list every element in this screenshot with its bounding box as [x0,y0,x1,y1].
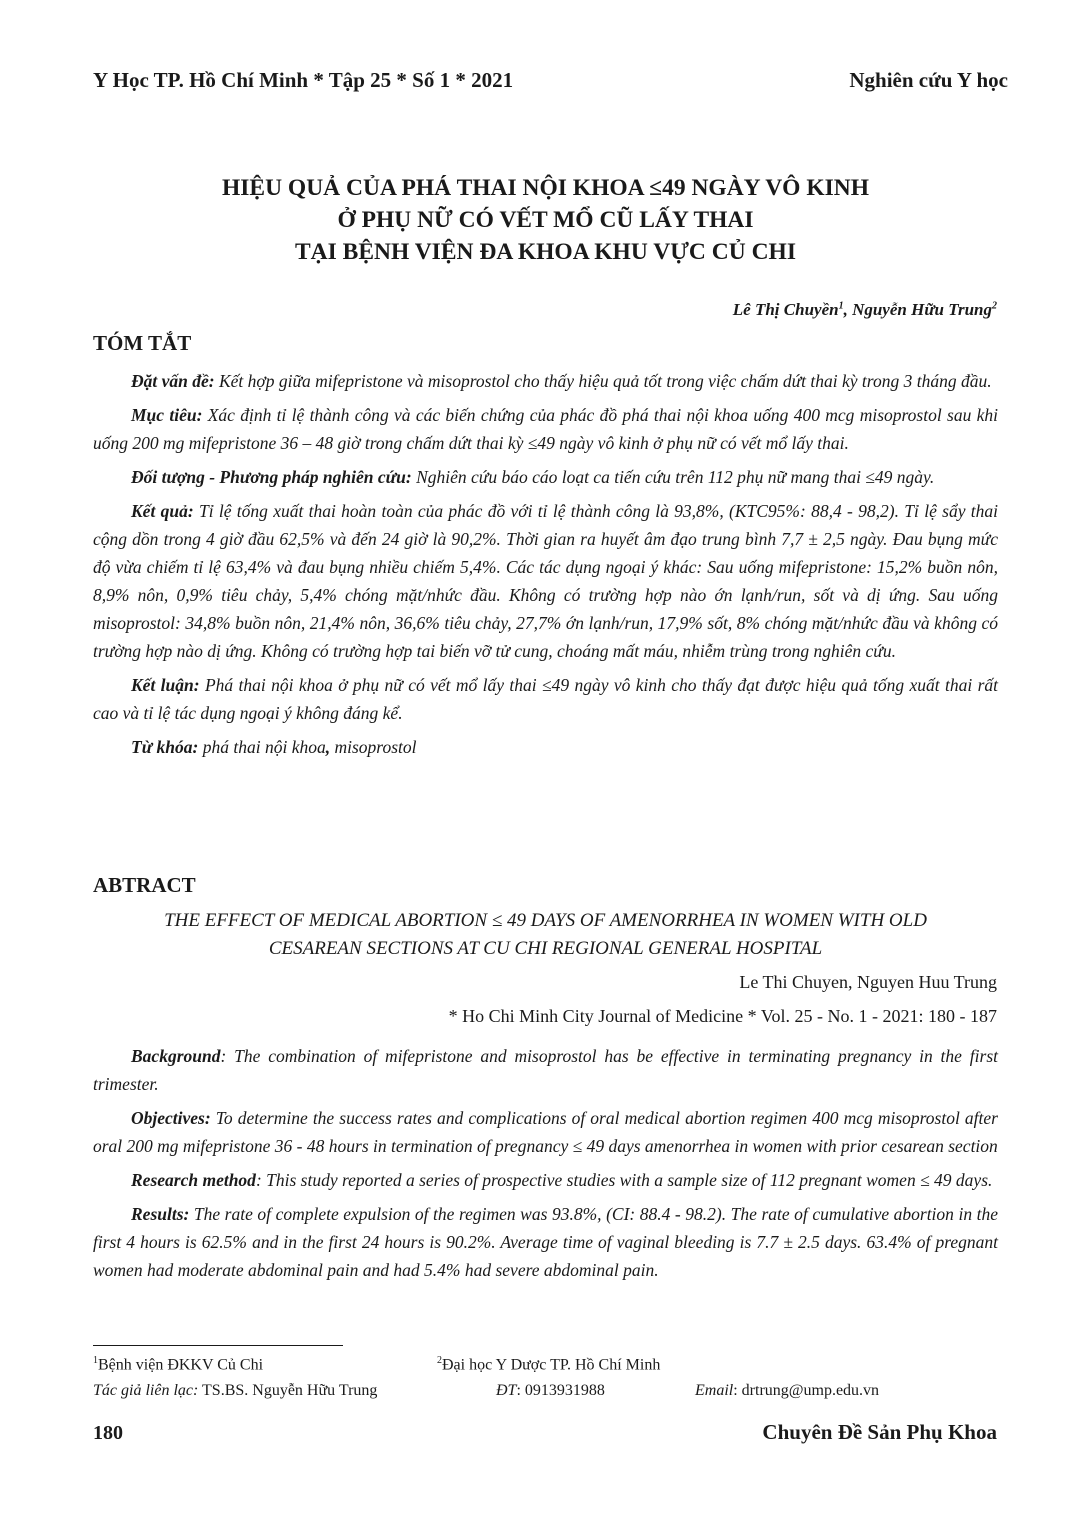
vn-methods-text: Nghiên cứu báo cáo loạt ca tiến cứu trên 112 phụ nữ mang thai ≤49 ngày. [411,467,935,487]
en-abstract-heading: ABTRACT [93,873,196,897]
footnote-1-text: Bệnh viện ĐKKV Củ Chi [98,1356,264,1374]
vn-background-text: Kết hợp giữa mifepristone và misoprostol cho thấy hiệu quả tốt trong việc chấm dứt thai kỳ trong 3 tháng đầu. [214,371,992,391]
footnote-affiliation-1 [93,1355,263,1374]
author-2: Nguyễn Hữu Trung [852,300,992,319]
contact-label: Tác giả liên lạc: [93,1382,199,1399]
vn-results-text: Tỉ lệ tống xuất thai hoàn toàn của phác đồ với tỉ lệ thành công là 93,8%, (KTC95%: 88,4 - 98,2). Tỉ lệ sẩy thai cộng dồn trong 4 giờ đầu 62,5% và đến 24 giờ là 90,2%. Thời gian ra huyết âm đạo trung bình 7,7 ± 2,5 ngày. Đau bụng mức độ vừa chiếm tỉ lệ 63,4% và đau bụng nhiều chiếm 5,4%. Các tác dụng ngoại ý khác: Sau uống mifepristone: 15,2% buồn nôn, 8,9% nôn, 0,9% tiêu chảy, 5,4% chóng mặt/nhức đầu. Không có trường hợp nào ớn lạnh/run, sốt và dị ứng. Sau uống misoprostol: 34,8% buồn nôn, 21,4% nôn, 36,6% tiêu chảy, 27,7% ớn lạnh/run, 17,9% sốt, 8% chóng mặt/nhức đầu và không có trường hợp nào dị ứng. Không có trường hợp tai biến vỡ tử cung, choáng mất máu, nhiễm trùng trong nghiên cứu. [93,501,998,661]
vn-keyword-1: phá thai nội khoa [198,737,326,757]
phone-label: ĐT [496,1382,517,1399]
vn-background-paragraph [93,367,998,395]
vn-methods-label: Đối tượng - Phương pháp nghiên cứu: [131,467,412,487]
author-separator: , [843,300,853,319]
vn-keywords-label: Từ khóa: [131,737,199,757]
en-background-label: Background [131,1046,221,1066]
title-line-2: Ở PHỤ NỮ CÓ VẾT MỔ CŨ LẤY THAI [337,207,754,233]
en-methods-text: : This study reported a series of prospective studies with a sample size of 112 pregnant women ≤ 49 days. [255,1170,993,1190]
vn-conclusion-paragraph [93,671,998,727]
vn-keyword-2: misoprostol [330,737,417,757]
footnote-2-text: Đại học Y Dược TP. Hồ Chí Minh [442,1356,661,1374]
en-background-paragraph [93,1042,998,1098]
vn-keywords-paragraph [93,733,998,761]
corresponding-author [93,1382,377,1400]
footnote-rule [93,1345,343,1346]
vn-conclusion-label: Kết luận: [131,675,200,695]
vn-methods-paragraph [93,463,998,491]
en-background-text: : The combination of mifepristone and misoprostol has be effective in terminating pregnancy in the first trimester. [93,1046,998,1094]
vn-abstract-body [93,367,998,767]
title-line-3: TẠI BỆNH VIỆN ĐA KHOA KHU VỰC CỦ CHI [295,239,796,265]
en-results-label: Results: [131,1204,190,1224]
vn-background-label: Đặt vấn đề: [131,371,215,391]
en-article-title [93,907,998,963]
vn-abstract-heading: TÓM TẮT [93,331,192,355]
en-citation: * Ho Chi Minh City Journal of Medicine * Vol. 25 - No. 1 - 2021: 180 - 187 [448,1006,997,1026]
en-results-paragraph [93,1200,998,1284]
title-line-1: HIỆU QUẢ CỦA PHÁ THAI NỘI KHOA ≤49 NGÀY VÔ KINH [221,175,870,201]
footer-section-title: Chuyên Đề Sản Phụ Khoa [762,1420,997,1444]
footnote-1-marker: 1 [93,1355,98,1366]
en-objectives-label: Objectives: [131,1108,211,1128]
en-abstract-body [93,1042,998,1290]
contact-email [695,1382,879,1400]
en-methods-label: Research method [131,1170,256,1190]
vn-objectives-paragraph [93,401,998,457]
article-title [93,172,998,268]
running-header-journal: Y Học TP. Hồ Chí Minh * Tập 25 * Số 1 * 2021 [93,68,514,92]
en-authors: Le Thi Chuyen, Nguyen Huu Trung [739,972,997,992]
footnote-2-marker: 2 [437,1355,442,1366]
page-number: 180 [93,1422,123,1444]
vn-objectives-text: Xác định tỉ lệ thành công và các biến chứng của phác đồ phá thai nội khoa uống 400 mcg misoprostol sau khi uống 200 mg mifepristone 36 – 48 giờ trong chấm dứt thai kỳ ≤49 ngày vô kinh ở phụ nữ có vết mổ lấy thai. [93,405,998,453]
footnote-affiliation-2 [437,1355,660,1374]
en-title-line-1: THE EFFECT OF MEDICAL ABORTION ≤ 49 DAYS OF AMENORRHEA IN WOMEN WITH OLD [164,910,927,931]
running-header-section: Nghiên cứu Y học [849,68,1008,92]
en-methods-paragraph [93,1166,998,1194]
contact-name: TS.BS. Nguyễn Hữu Trung [198,1382,378,1399]
en-title-line-2: CESAREAN SECTIONS AT CU CHI REGIONAL GENERAL HOSPITAL [268,938,823,959]
contact-phone [496,1382,605,1400]
vn-keyword-separator: , [325,737,331,757]
vn-results-paragraph [93,497,998,665]
email-label: Email [695,1382,734,1399]
email-address: : drtrung@ump.edu.vn [733,1382,880,1399]
vn-results-label: Kết quả: [131,501,194,521]
en-objectives-paragraph [93,1104,998,1160]
author-1: Lê Thị Chuyền [732,300,839,319]
en-results-text: The rate of complete expulsion of the regimen was 93.8%, (CI: 88.4 - 98.2). The rate of cumulative abortion in the first 4 hours is 62.5% and in the first 24 hours is 90.2%. Average time of vaginal bleeding is 7.7 ± 2.5 days. 63.4% of pregnant women had moderate abdominal pain and had 5.4% had severe abdominal pain. [93,1204,998,1280]
author-line [733,300,997,320]
phone-number: : 0913931988 [516,1382,605,1399]
en-objectives-text: To determine the success rates and complications of oral medical abortion regimen 400 mcg misoprostol after oral 200 mg mifepristone 36 - 48 hours in termination of pregnancy ≤ 49 days amenorrhea in women with prior cesarean section [93,1108,998,1156]
author-2-affiliation: 2 [992,300,997,312]
vn-conclusion-text: Phá thai nội khoa ở phụ nữ có vết mổ lấy thai ≤49 ngày vô kinh cho thấy đạt được hiệu quả tống xuất thai rất cao và tỉ lệ tác dụng ngoại ý không đáng kể. [93,675,998,723]
author-1-affiliation: 1 [838,300,844,312]
vn-objectives-label: Mục tiêu: [131,405,203,425]
